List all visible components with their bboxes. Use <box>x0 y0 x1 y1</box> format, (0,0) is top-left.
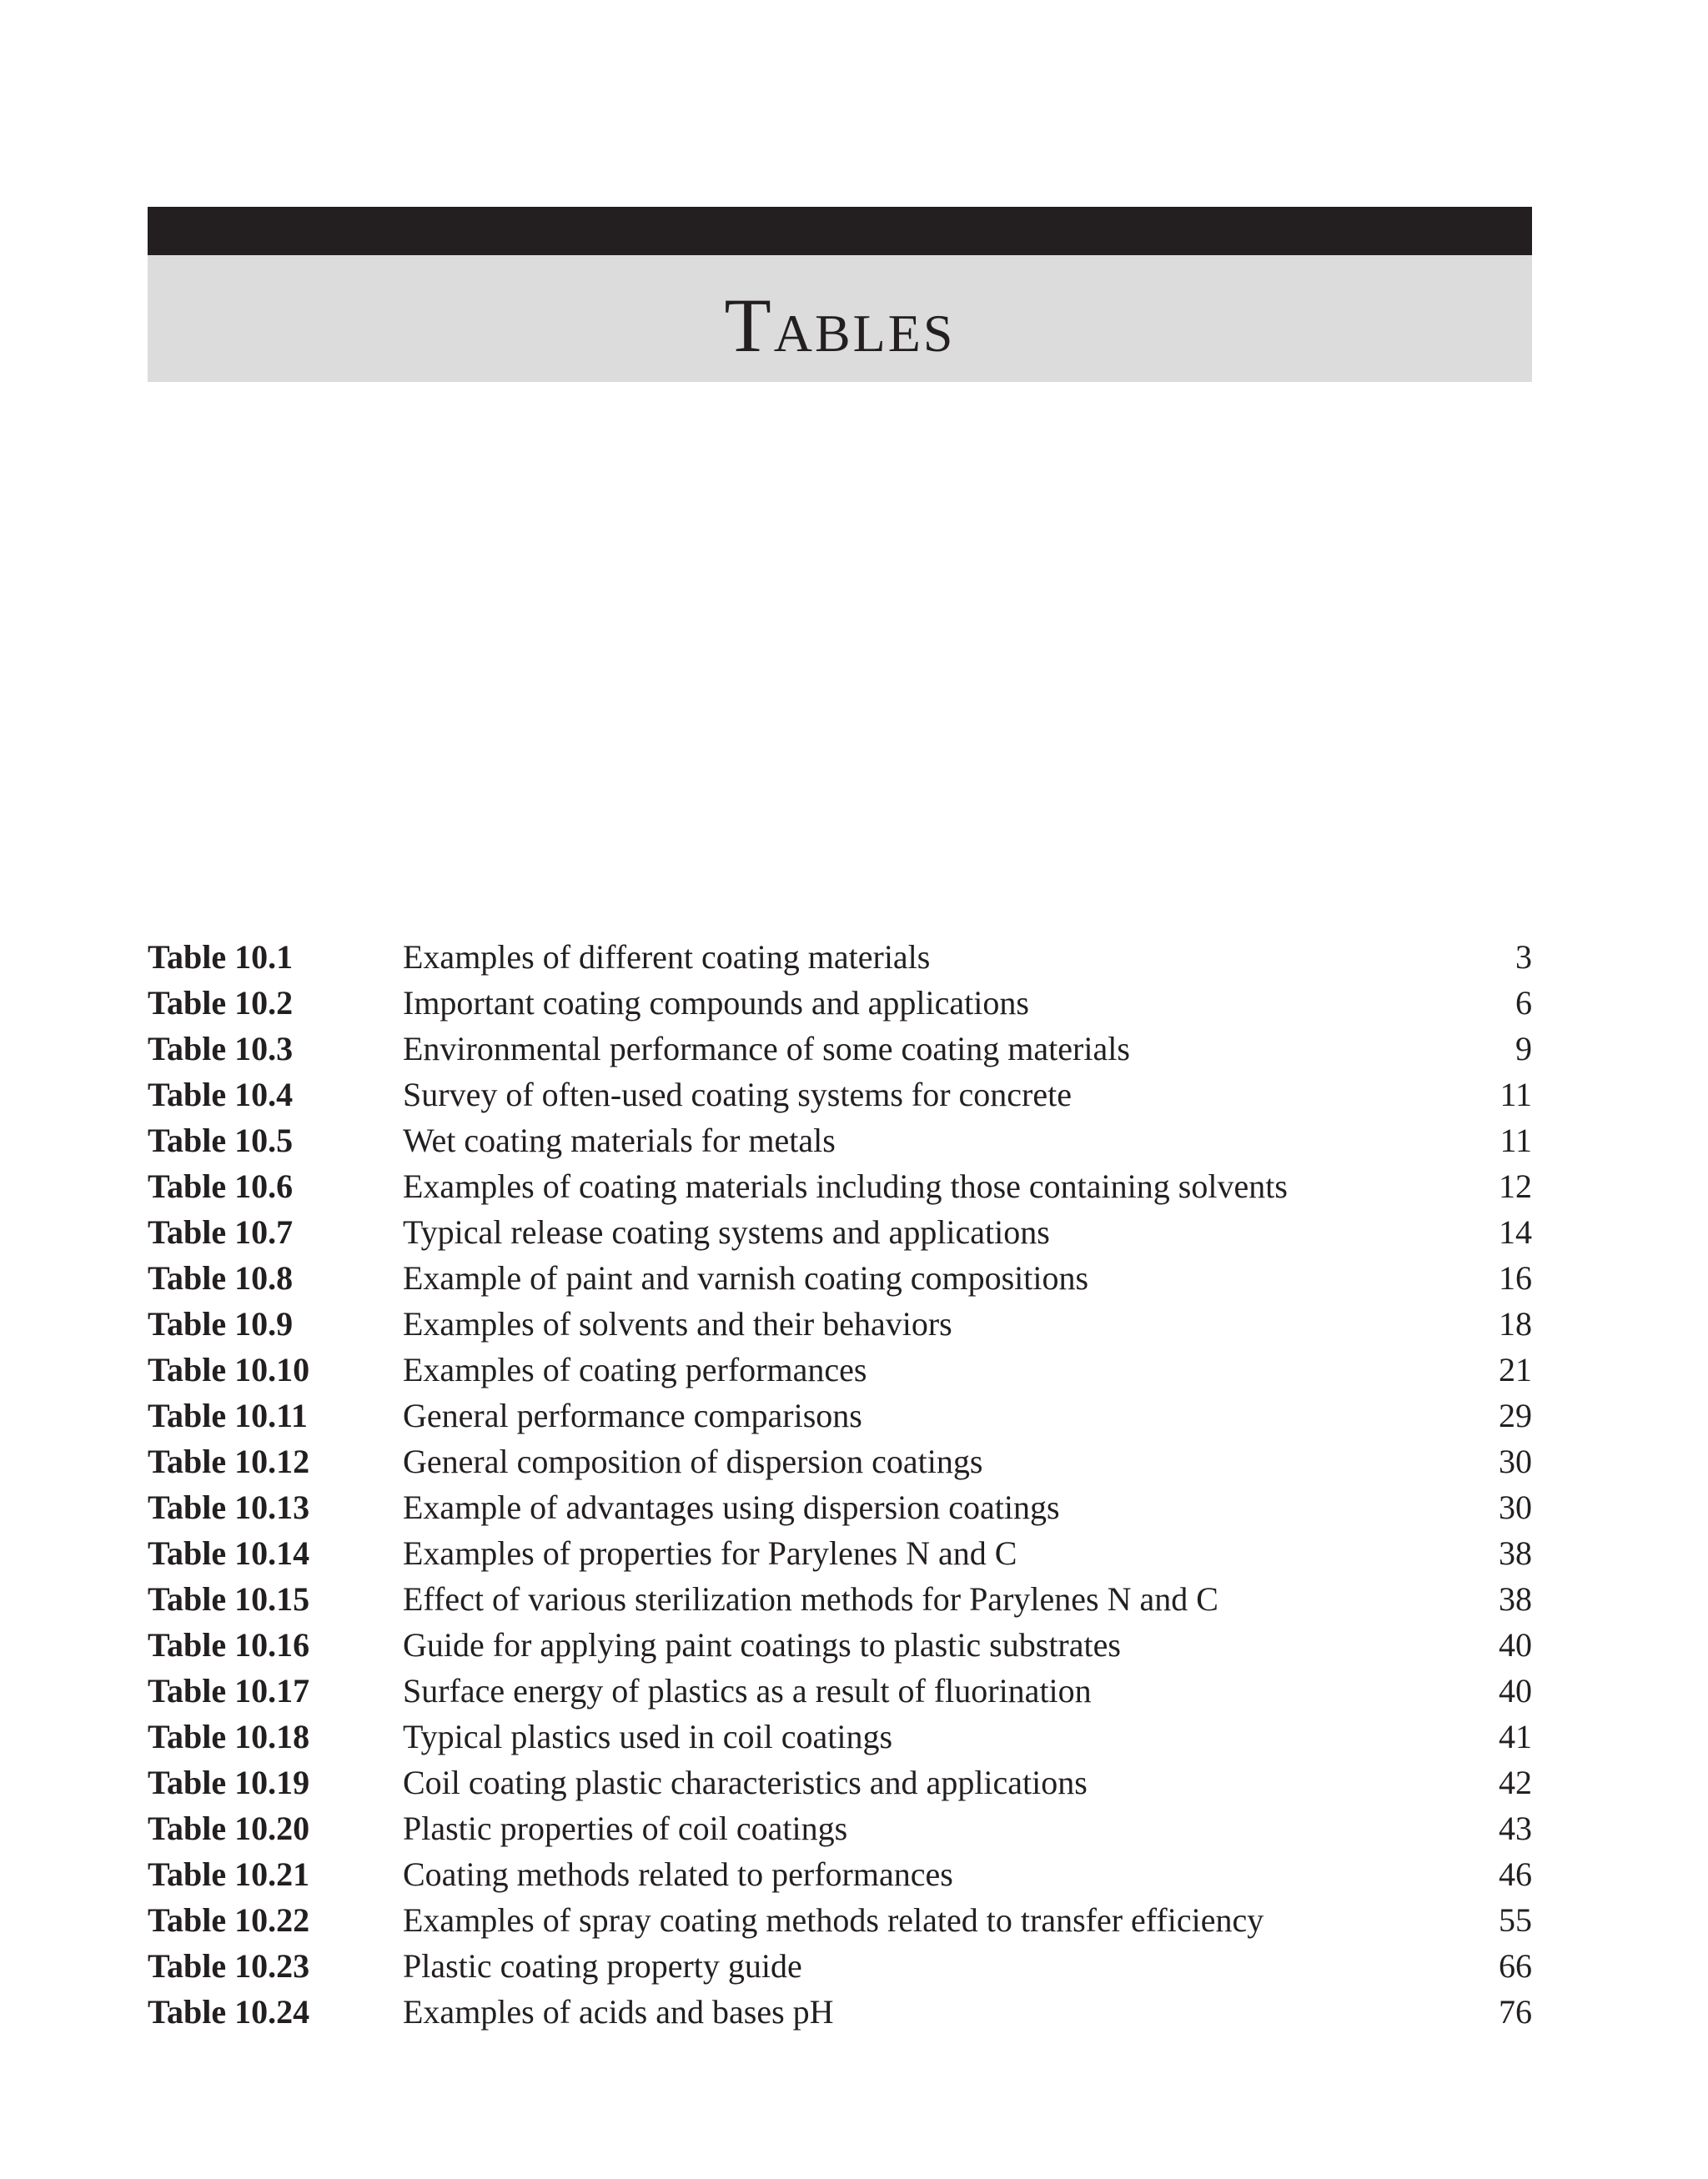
toc-entry-title: Examples of solvents and their behaviors <box>403 1305 952 1343</box>
toc-entry-label: Table 10.18 <box>148 1718 310 1755</box>
toc-entry-title: Important coating compounds and applications <box>403 984 1029 1022</box>
toc-entry[interactable] <box>148 1897 1532 1943</box>
toc-entry-label: Table 10.24 <box>148 1993 310 2031</box>
toc-entry-title: Surface energy of plastics as a result of fluorination <box>403 1672 1092 1710</box>
toc-entry-page-number: 30 <box>1499 1489 1532 1526</box>
toc-entry-page-number: 41 <box>1499 1718 1532 1755</box>
toc-entry[interactable] <box>148 1989 1532 2035</box>
toc-entry[interactable] <box>148 1301 1532 1347</box>
toc-entry-label: Table 10.10 <box>148 1351 310 1388</box>
toc-entry-title: Typical plastics used in coil coatings <box>403 1718 893 1755</box>
toc-entry-title: Examples of coating performances <box>403 1351 867 1388</box>
toc-entry-label: Table 10.1 <box>148 938 294 976</box>
header-black-bar <box>148 207 1532 255</box>
toc-entry-page-number: 43 <box>1499 1810 1532 1847</box>
toc-entry-page-number: 11 <box>1500 1076 1532 1113</box>
toc-entry-title: Examples of different coating materials <box>403 938 931 976</box>
toc-entry[interactable] <box>148 980 1532 1026</box>
toc-entry-label: Table 10.5 <box>148 1122 294 1159</box>
toc-entry-page-number: 46 <box>1499 1855 1532 1893</box>
toc-entry-page-number: 40 <box>1499 1672 1532 1710</box>
toc-entry-title: Examples of coating materials including those containing solvents <box>403 1167 1288 1205</box>
toc-entry[interactable] <box>148 1576 1532 1622</box>
toc-entry-label: Table 10.15 <box>148 1580 310 1618</box>
toc-entry[interactable] <box>148 1622 1532 1668</box>
toc-entry[interactable] <box>148 1347 1532 1393</box>
toc-entry-title: General composition of dispersion coatings <box>403 1443 983 1480</box>
toc-entry[interactable] <box>148 1026 1532 1072</box>
toc-entry-title: Examples of properties for Parylenes N and C <box>403 1534 1017 1572</box>
toc-entry-title: Wet coating materials for metals <box>403 1122 836 1159</box>
toc-entry-title: Typical release coating systems and applications <box>403 1213 1050 1251</box>
toc-entry-title: Plastic coating property guide <box>403 1947 802 1985</box>
toc-entry-page-number: 40 <box>1499 1626 1532 1664</box>
toc-entry[interactable] <box>148 1072 1532 1117</box>
toc-entry-title: Examples of spray coating methods related to transfer efficiency <box>403 1901 1264 1939</box>
toc-entry-label: Table 10.7 <box>148 1213 294 1251</box>
toc-entry-page-number: 55 <box>1499 1901 1532 1939</box>
toc-entry-label: Table 10.3 <box>148 1030 294 1067</box>
toc-entry-page-number: 38 <box>1499 1580 1532 1618</box>
toc-entry-page-number: 76 <box>1499 1993 1532 2031</box>
toc-entry[interactable] <box>148 1714 1532 1760</box>
toc-entry-title: Environmental performance of some coating materials <box>403 1030 1130 1067</box>
toc-entry-label: Table 10.8 <box>148 1259 294 1297</box>
toc-entry-page-number: 16 <box>1499 1259 1532 1297</box>
toc-entry[interactable] <box>148 1760 1532 1805</box>
toc-entry-label: Table 10.14 <box>148 1534 310 1572</box>
toc-entry-title: Coil coating plastic characteristics and applications <box>403 1764 1088 1801</box>
toc-entry[interactable] <box>148 1255 1532 1301</box>
toc-entry-label: Table 10.11 <box>148 1397 308 1434</box>
toc-entry-title: Plastic properties of coil coatings <box>403 1810 848 1847</box>
tables-list <box>148 934 1532 2035</box>
toc-entry-label: Table 10.19 <box>148 1764 310 1801</box>
toc-entry-page-number: 14 <box>1499 1213 1532 1251</box>
toc-entry-label: Table 10.17 <box>148 1672 310 1710</box>
toc-entry-label: Table 10.12 <box>148 1443 310 1480</box>
toc-entry[interactable] <box>148 1805 1532 1851</box>
toc-entry-label: Table 10.23 <box>148 1947 310 1985</box>
toc-entry-page-number: 3 <box>1515 938 1532 976</box>
toc-entry[interactable] <box>148 1530 1532 1576</box>
toc-entry-title: General performance comparisons <box>403 1397 862 1434</box>
toc-entry-title: Guide for applying paint coatings to plastic substrates <box>403 1626 1121 1664</box>
toc-entry-page-number: 6 <box>1515 984 1532 1022</box>
toc-entry-page-number: 9 <box>1515 1030 1532 1067</box>
toc-entry[interactable] <box>148 1851 1532 1897</box>
toc-entry-title: Effect of various sterilization methods for Parylenes N and C <box>403 1580 1218 1618</box>
toc-entry-page-number: 12 <box>1499 1167 1532 1205</box>
toc-entry-page-number: 42 <box>1499 1764 1532 1801</box>
toc-entry-page-number: 18 <box>1499 1305 1532 1343</box>
toc-entry[interactable] <box>148 1163 1532 1209</box>
toc-entry-label: Table 10.22 <box>148 1901 310 1939</box>
toc-entry-label: Table 10.21 <box>148 1855 310 1893</box>
header-band <box>148 255 1532 382</box>
toc-entry-title: Examples of acids and bases pH <box>403 1993 834 2031</box>
toc-entry-page-number: 66 <box>1499 1947 1532 1985</box>
toc-entry-page-number: 38 <box>1499 1534 1532 1572</box>
toc-entry-label: Table 10.2 <box>148 984 294 1022</box>
toc-entry-page-number: 21 <box>1499 1351 1532 1388</box>
toc-entry-title: Survey of often-used coating systems for concrete <box>403 1076 1072 1113</box>
toc-entry-page-number: 29 <box>1499 1397 1532 1434</box>
toc-entry-label: Table 10.13 <box>148 1489 310 1526</box>
toc-entry[interactable] <box>148 1484 1532 1530</box>
toc-entry-label: Table 10.16 <box>148 1626 310 1664</box>
toc-entry-label: Table 10.9 <box>148 1305 294 1343</box>
toc-entry[interactable] <box>148 934 1532 980</box>
toc-entry[interactable] <box>148 1393 1532 1438</box>
toc-entry-page-number: 11 <box>1500 1122 1532 1159</box>
toc-entry[interactable] <box>148 1209 1532 1255</box>
toc-entry[interactable] <box>148 1943 1532 1989</box>
page-title: Tables <box>724 283 956 368</box>
toc-entry-label: Table 10.4 <box>148 1076 294 1113</box>
toc-entry[interactable] <box>148 1438 1532 1484</box>
toc-entry[interactable] <box>148 1117 1532 1163</box>
toc-entry[interactable] <box>148 1668 1532 1714</box>
toc-entry-page-number: 30 <box>1499 1443 1532 1480</box>
toc-entry-label: Table 10.6 <box>148 1167 294 1205</box>
toc-entry-title: Example of advantages using dispersion coatings <box>403 1489 1060 1526</box>
toc-entry-title: Coating methods related to performances <box>403 1855 953 1893</box>
toc-entry-label: Table 10.20 <box>148 1810 310 1847</box>
toc-entry-title: Example of paint and varnish coating compositions <box>403 1259 1089 1297</box>
